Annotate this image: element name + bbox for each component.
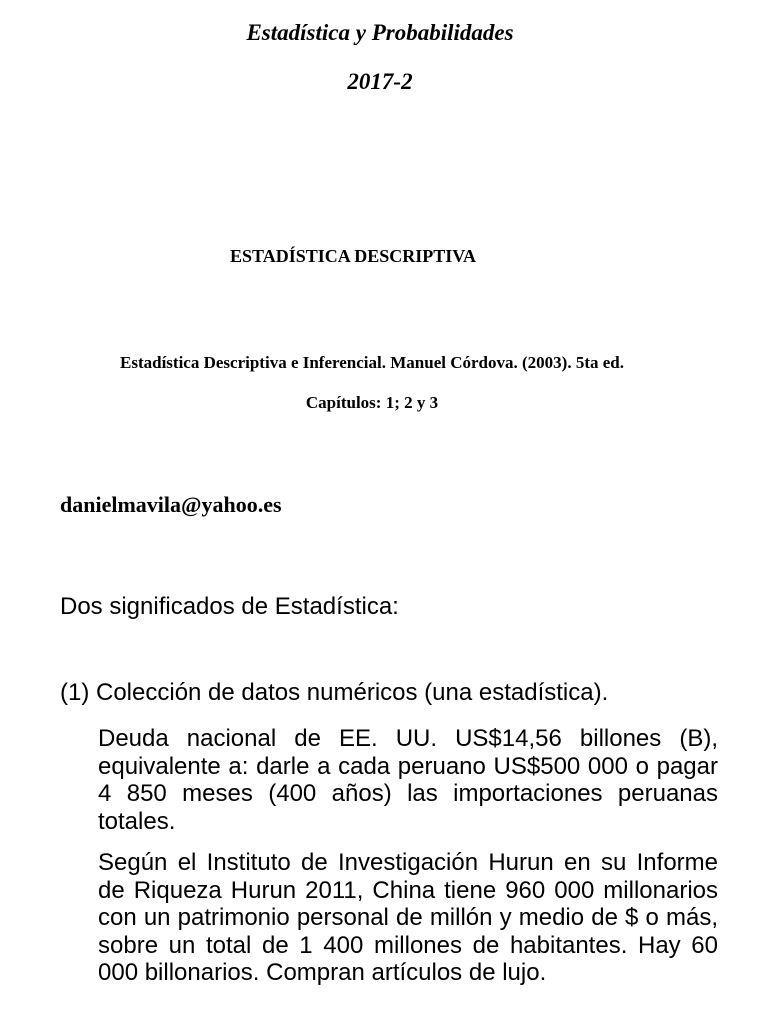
reference-citation: Estadística Descriptiva e Inferencial. Manuel Córdova. (2003). 5ta ed. xyxy=(120,353,624,372)
section-title: ESTADÍSTICA DESCRIPTIVA xyxy=(230,246,476,266)
paragraph-china-millionaires: Según el Instituto de Investigación Hurun en su Informe de Riqueza Hurun 2011, China tiene 960 000 millonarios con un patrimonio personal de millón y medio de $ o más, sobre un total de 1 400 millones de habitantes. Hay 60 000 billonarios. Compran artículos de lujo. xyxy=(98,849,718,986)
paragraph-us-debt: Deuda nacional de EE. UU. US$14,56 billones (B), equivalente a: darle a cada peruano US$500 000 o pagar 4 850 meses (400 años) las importaciones peruanas totales. xyxy=(98,725,718,835)
item-1-heading: (1) Colección de datos numéricos (una estadística). xyxy=(60,679,609,706)
course-term: 2017-2 xyxy=(347,69,413,94)
contact-email: danielmavila@yahoo.es xyxy=(60,492,282,517)
lead-text: Dos significados de Estadística: xyxy=(60,593,399,620)
course-title: Estadística y Probabilidades xyxy=(246,20,514,45)
reference-chapters: Capítulos: 1; 2 y 3 xyxy=(305,393,439,412)
